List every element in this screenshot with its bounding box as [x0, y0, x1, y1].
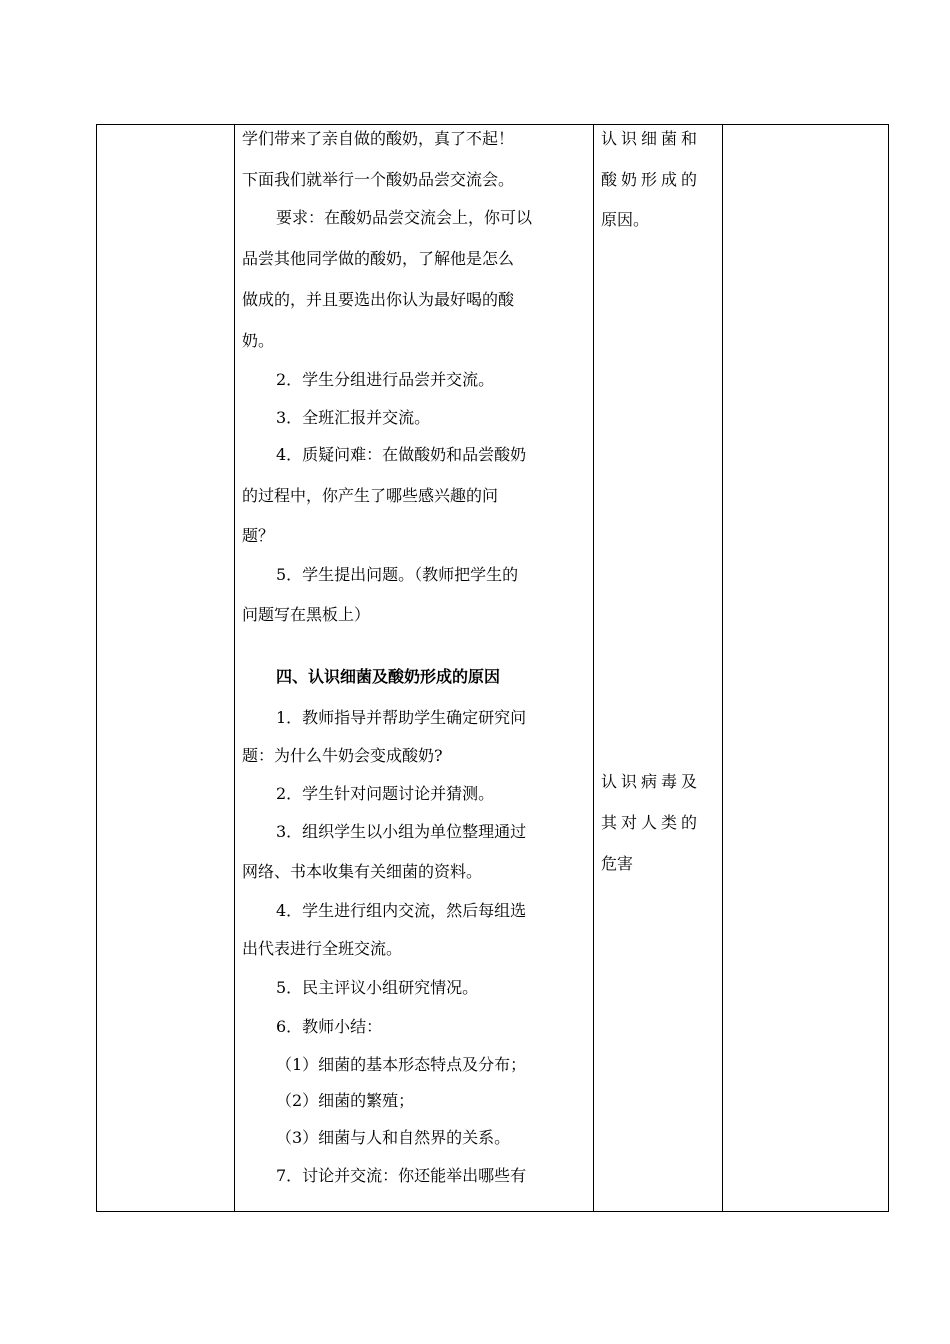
- lesson-table: [96, 124, 889, 1212]
- goal-line: 其对人类的: [601, 813, 702, 832]
- text-line: 5．民主评议小组研究情况。: [276, 978, 479, 997]
- goal-line: 认识细菌和: [601, 129, 702, 148]
- text-line: 学们带来了亲自做的酸奶，真了不起！: [242, 129, 515, 148]
- text-line: （2）细菌的繁殖；: [276, 1091, 415, 1110]
- column-divider: [234, 125, 235, 1211]
- text-line: 3．组织学生以小组为单位整理通过: [276, 822, 527, 841]
- text-line: 下面我们就举行一个酸奶品尝交流会。: [242, 170, 515, 189]
- text-line: 2．学生针对问题讨论并猜测。: [276, 784, 495, 803]
- text-line: 奶。: [242, 331, 275, 350]
- goal-line: 认识病毒及: [601, 772, 702, 791]
- section-heading: 四、认识细菌及酸奶形成的原因: [276, 667, 501, 686]
- goal-line: 原因。: [601, 210, 650, 229]
- text-line: 4．学生进行组内交流，然后每组选: [276, 901, 527, 920]
- text-line: 6．教师小结：: [276, 1017, 383, 1036]
- text-line: 4．质疑问难：在做酸奶和品尝酸奶: [276, 445, 527, 464]
- text-line: 做成的，并且要选出你认为最好喝的酸: [242, 290, 515, 309]
- text-line: 的过程中，你产生了哪些感兴趣的问: [242, 486, 499, 505]
- text-line: 网络、书本收集有关细菌的资料。: [242, 862, 483, 881]
- text-line: 1．教师指导并帮助学生确定研究问: [276, 708, 527, 727]
- goal-line: 危害: [601, 854, 634, 873]
- text-line: （1）细菌的基本形态特点及分布；: [276, 1055, 527, 1074]
- text-line: 问题写在黑板上）: [242, 605, 371, 624]
- text-line: 3．全班汇报并交流。: [276, 408, 431, 427]
- text-line: 题：为什么牛奶会变成酸奶?: [242, 746, 443, 765]
- text-line: （3）细菌与人和自然界的关系。: [276, 1128, 511, 1147]
- text-line: 出代表进行全班交流。: [242, 939, 403, 958]
- column-divider: [593, 125, 594, 1211]
- text-line: 要求：在酸奶品尝交流会上，你可以: [276, 208, 533, 227]
- goal-line: 酸奶形成的: [601, 170, 702, 189]
- text-line: 5．学生提出问题。（教师把学生的: [276, 565, 519, 584]
- column-divider: [722, 125, 723, 1211]
- text-line: 品尝其他同学做的酸奶，了解他是怎么: [242, 249, 515, 268]
- text-line: 题？: [242, 526, 275, 545]
- text-line: 2．学生分组进行品尝并交流。: [276, 370, 495, 389]
- text-line: 7．讨论并交流：你还能举出哪些有: [276, 1166, 527, 1185]
